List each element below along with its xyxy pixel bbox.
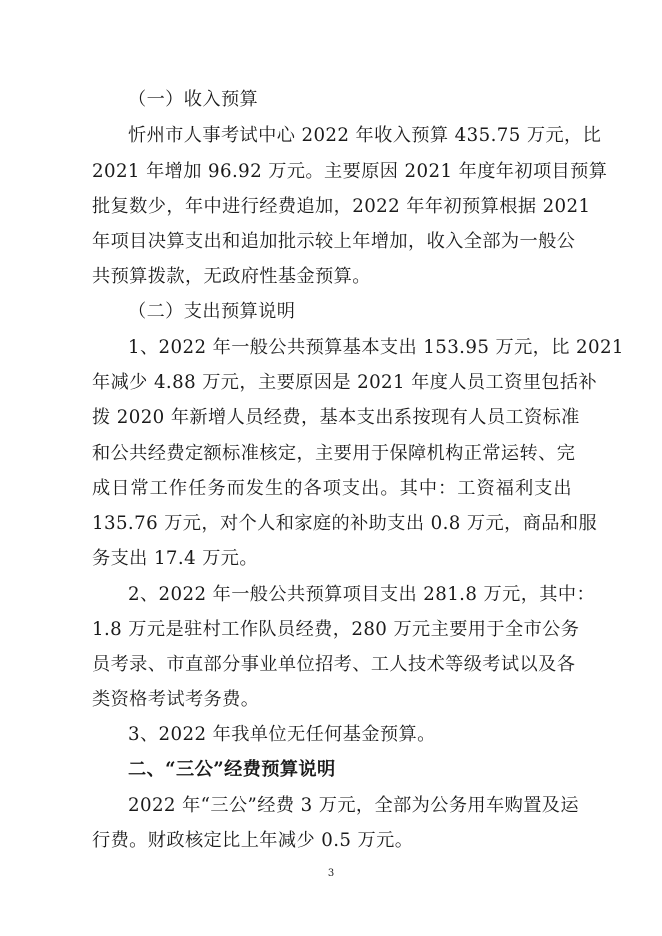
paragraph-line: 共预算拨款，无政府性基金预算。 [92, 266, 371, 287]
paragraph-line: 1.8 万元是驻村工作队员经费，280 万元主要用于全市公务 [92, 619, 580, 640]
section-heading-expenditure: （二）支出预算说明 [128, 301, 296, 322]
paragraph-line: 2022 年“三公”经费 3 万元，全部为公务用车购置及运 [128, 795, 579, 816]
paragraph-line: 年减少 4.88 万元，主要原因是 2021 年度人员工资里包括补 [92, 372, 598, 393]
paragraph-line: 成日常工作任务而发生的各项支出。其中：工资福利支出 [92, 478, 572, 499]
section-heading-three-public: 二、“三公”经费预算说明 [128, 759, 336, 780]
paragraph-line: 2021 年增加 96.92 万元。主要原因 2021 年度年初项目预算 [92, 161, 608, 182]
paragraph-line: 135.76 万元，对个人和家庭的补助支出 0.8 万元，商品和服 [92, 513, 598, 534]
paragraph-line: 类资格考试考务费。 [92, 689, 260, 710]
paragraph-line: 年项目决算支出和追加批示较上年增加，收入全部为一般公 [92, 231, 576, 252]
paragraph-line: 3、2022 年我单位无任何基金预算。 [128, 724, 436, 745]
paragraph-line: 务支出 17.4 万元。 [92, 548, 258, 569]
paragraph-line: 员考录、市直部分事业单位招考、工人技术等级考试以及各 [92, 654, 576, 675]
page-number: 3 [327, 868, 335, 879]
paragraph-line: 拨 2020 年新增人员经费，基本支出系按现有人员工资标准 [92, 407, 580, 428]
paragraph-line: 批复数少，年中进行经费追加，2022 年年初预算根据 2021 [92, 196, 591, 217]
paragraph-line: 行费。财政核定比上年减少 0.5 万元。 [92, 830, 414, 851]
paragraph-line: 忻州市人事考试中心 2022 年收入预算 435.75 万元，比 [128, 125, 602, 146]
paragraph-line: 1、2022 年一般公共预算基本支出 153.95 万元，比 2021 [128, 337, 624, 358]
paragraph-line: 2、2022 年一般公共预算项目支出 281.8 万元，其中： [128, 584, 596, 605]
paragraph-line: 和公共经费定额标准核定，主要用于保障机构正常运转、完 [92, 443, 576, 464]
section-heading-income: （一）收入预算 [128, 89, 259, 110]
